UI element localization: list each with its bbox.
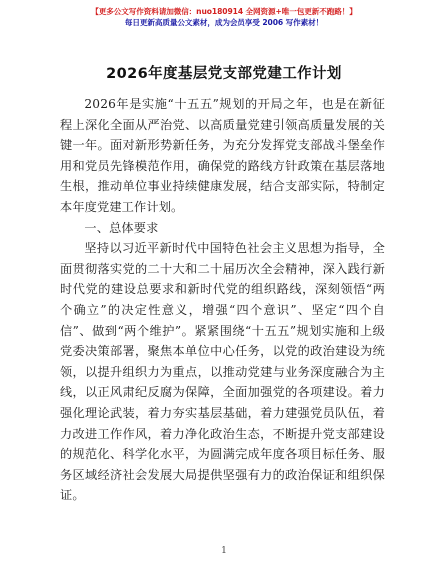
promo-banner-line-2: 每日更新高质量公文素材，成为会员享受 2006 写作素材！ [124,18,324,27]
body-paragraph: 坚持以习近平新时代中国特色社会主义思想为指导，全面贯彻落实党的二十大和二十届历次全会精神，深入践行新时代党的建设总要求和新时代党的组织路线，深刻领悟“两个确立”的决定性意义，增强“四个意识”、坚定“四个自信”、做到“两个维护”。紧紧围绕“十五五”规划实施和上级党委决策部署，聚焦本单位中心任务，以党的政治建设为统领，以提升组织力为重点，以推动党建与业务深度融合为主线，以正风肃纪反腐为保障，全面加强党的各项建设。着力强化理论武装，着力夯实基层基础，着力建强党员队伍，着力改进工作作风，着力净化政治生态，不断提升党支部建设的规范化、科学化水平，为圆满完成年度各项目标任务、服务区域经济社会发展大局提供坚强有力的政治保证和组织保证。 [60,241,385,503]
promo-banner-line-1: 【更多公文写作资料请加微信：nuo180914 全网资源+唯一包更新不跑路！】 [91,7,357,16]
promo-banner [0,6,448,28]
document-body [60,94,385,506]
section-heading: 一、总体要求 [84,220,159,235]
page-number: 1 [221,546,227,556]
intro-paragraph: 2026年是实施“十五五”规划的开局之年，也是在新征程上深化全面从严治党、以高质量党建引领高质量发展的关键一年。面对新形势新任务，为充分发挥党支部战斗堡垒作用和党员先锋模范作用，确保党的路线方针政策在基层落地生根，推动单位事业持续健康发展，结合支部实际，特制定本年度党建工作计划。 [60,97,385,214]
document-title: 2026年度基层党支部党建工作计划 [106,66,342,82]
